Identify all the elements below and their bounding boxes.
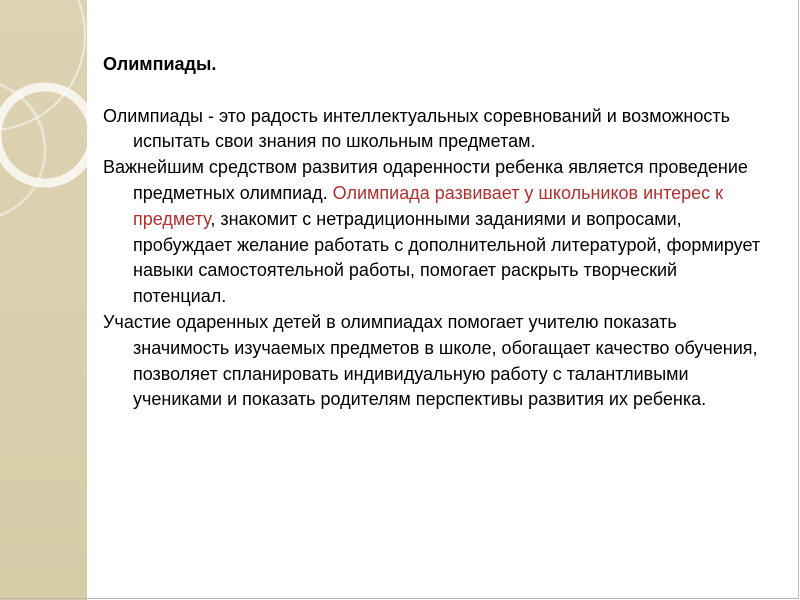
slide-content <box>103 52 773 413</box>
decorative-sidebar <box>0 0 87 600</box>
paragraph-participation-benefits: Участие одаренных детей в олимпиадах помогает учителю показать значимость изучаемых предметов в школе, обогащает качество обучения, позволяет спланировать индивидуальную работу с талантливыми учениками и показать родителям перспективы развития их ребенка. <box>103 311 758 410</box>
paragraph-olympiad-definition: Олимпиады - это радость интеллектуальных соревнований и возможность испытать свои знания по школьным предметам. <box>103 105 730 152</box>
decor-circle-top <box>0 0 85 130</box>
paragraph-text-before: Важнейшим средством развития одаренности ребенка является проведение предметных олимпиад. <box>103 157 748 203</box>
decorative-circles-graphic <box>0 0 87 600</box>
highlighted-text: Олимпиада развивает у школьников интерес к предмету <box>133 182 724 229</box>
slide-title: Олимпиады. <box>103 54 217 74</box>
paragraph-olympiad-importance <box>103 155 773 310</box>
title-spacer <box>103 78 773 104</box>
paragraph-text-after: , знакомит с нетрадиционными заданиями и вопросами, пробуждает желание работать с дополнительной литературой, формирует навыки самостоятельной работы, помогает раскрыть творческий потенциал. <box>133 208 761 307</box>
